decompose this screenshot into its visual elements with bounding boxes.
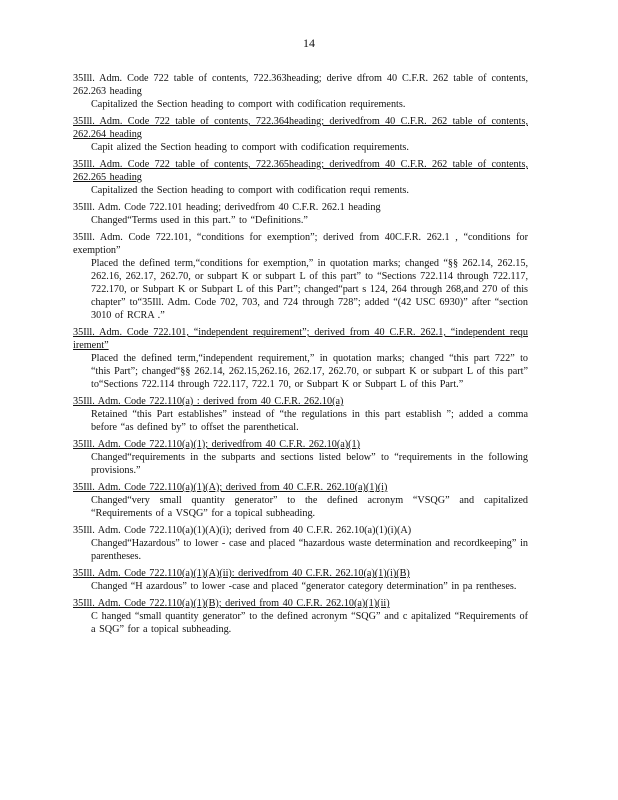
entry-note: Capit alized the Section heading to comport with codification requirements. xyxy=(91,142,409,153)
note-entry-110-a xyxy=(73,395,528,434)
entry-heading: 35Ill. Adm. Code 722 table of contents, 722.363heading; derive dfrom 40 C.F.R. 262 table of contents, 262.263 heading xyxy=(73,73,528,97)
note-entry-110-a-1 xyxy=(73,438,528,477)
entry-heading: 35Ill. Adm. Code 722.110(a)(1)(A); derived from 40 C.F.R. 262.10(a)(1)(i) xyxy=(73,482,388,493)
entry-heading: 35Ill. Adm. Code 722.110(a) : derived from 40 C.F.R. 262.10(a) xyxy=(73,396,344,407)
entry-note: Placed the defined term,“independent requirement,” in quotation marks; changed “this part 722” to “this Part”; changed“§§ 262.14, 262.15,262.16, 262.17, 262.70, or subpart K or subpart L of this part” to“Sections 722.114 through 722.117, 722.1 70, or Subpart K or Subpart L of this Part.” xyxy=(91,353,528,390)
entry-note: Changed“very small quantity generator” to the defined acronym “VSQG” and capitalized “Requirements of a VSQG” for a topical subheading. xyxy=(91,495,528,519)
page-number: 14 xyxy=(303,36,315,50)
note-entry-365 xyxy=(73,158,528,197)
entry-note: Capitalized the Section heading to comport with codification requirements. xyxy=(91,99,406,110)
note-entry-110-a-1-A xyxy=(73,481,528,520)
entry-heading: 35Ill. Adm. Code 722.110(a)(1)(B); derived from 40 C.F.R. 262.10(a)(1)(ii) xyxy=(73,598,390,609)
entry-note: Changed“requirements in the subparts and sections listed below” to “requirements in the following provisions.” xyxy=(91,452,528,476)
entry-note: C hanged “small quantity generator” to the defined acronym “SQG” and c apitalized “Requirements of a SQG” for a topical subheading. xyxy=(91,611,528,635)
note-entry-363 xyxy=(73,72,528,111)
entry-heading: 35Ill. Adm. Code 722.101 heading; derivedfrom 40 C.F.R. 262.1 heading xyxy=(73,202,381,213)
entry-heading: 35Ill. Adm. Code 722.110(a)(1)(A)(ii): derivedfrom 40 C.F.R. 262.10(a)(1)(i)(B) xyxy=(73,568,410,579)
entry-heading: 35Ill. Adm. Code 722.110(a)(1); derivedfrom 40 C.F.R. 262.10(a)(1) xyxy=(73,439,361,450)
entry-heading: 35Ill. Adm. Code 722.101, “conditions for exemption”; derived from 40C.F.R. 262.1 , “conditions for exemption” xyxy=(73,232,528,256)
entry-heading: 35Ill. Adm. Code 722.101, “independent requirement”; derived from 40 C.F.R. 262.1, “independent requ irement” xyxy=(73,327,528,351)
note-entry-110-a-1-A-ii xyxy=(73,567,528,593)
note-entry-101-heading xyxy=(73,201,528,227)
entry-note: Capitalized the Section heading to comport with codification requi rements. xyxy=(91,185,409,196)
note-entry-364 xyxy=(73,115,528,154)
note-entry-101-conditions xyxy=(73,231,528,322)
entry-heading: 35Ill. Adm. Code 722 table of contents, 722.364heading; derivedfrom 40 C.F.R. 262 table of contents, 262.264 heading xyxy=(73,116,528,140)
entry-note: Placed the defined term,“conditions for exemption,” in quotation marks; changed “§§ 262.14, 262.15, 262.16, 262.17, 262.70, or subpart K or subpart L of this part” to “Sections 722.114 through 722.117, 722.170, or Subpart K or Subpart L of this Part”; changed“part s 124, 264 through 268,and 270 of this chapter” to“35Ill. Adm. Code 702, 703, and 724 through 728”; added “(42 USC 6930)” after “section 3010 of RCRA .” xyxy=(91,258,528,321)
entry-note: Retained “this Part establishes” instead of “the regulations in this part establish ”; added a comma before “as defined by” to offset the parenthetical. xyxy=(91,409,528,433)
entry-note: Changed “H azardous” to lower -case and placed “generator category determination” in pa rentheses. xyxy=(91,581,517,592)
entry-note: Changed“Hazardous” to lower - case and placed “hazardous waste determination and recordkeeping” in parentheses. xyxy=(91,538,528,562)
note-entry-101-independent xyxy=(73,326,528,391)
note-entry-110-a-1-A-i xyxy=(73,524,528,563)
entry-heading: 35Ill. Adm. Code 722.110(a)(1)(A)(i); derived from 40 C.F.R. 262.10(a)(1)(i)(A) xyxy=(73,525,412,536)
entry-heading: 35Ill. Adm. Code 722 table of contents, 722.365heading; derivedfrom 40 C.F.R. 262 table of contents, 262.265 heading xyxy=(73,159,528,183)
codification-notes xyxy=(73,72,528,640)
note-entry-110-a-1-B xyxy=(73,597,528,636)
entry-note: Changed“Terms used in this part.” to “Definitions.” xyxy=(91,215,308,226)
